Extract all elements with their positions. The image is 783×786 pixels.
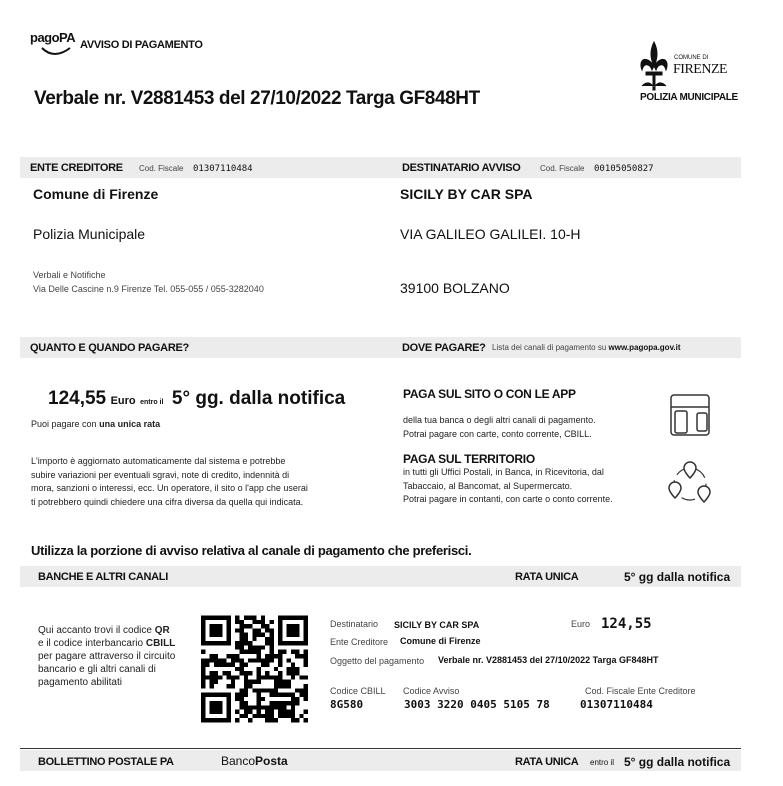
where-label: DOVE PAGARE? [402, 342, 486, 354]
where-list-label: Lista dei canali di pagamento su [492, 343, 607, 352]
local-title: PAGA SUL TERRITORIO [403, 452, 535, 466]
note-line: L'importo è aggiornato automaticamente dal sistema e potrebbe [31, 456, 286, 466]
bank-rata: RATA UNICA [515, 571, 579, 583]
postal-rata: RATA UNICA [515, 756, 579, 768]
fleur-de-lis-icon [636, 40, 672, 92]
online-line: della tua banca o degli altri canali di pagamento. [403, 415, 596, 425]
qr-line: e il codice interbancario CBILL [38, 638, 176, 649]
city-dept: POLIZIA MUNICIPALE [640, 92, 738, 103]
where-list-text [492, 343, 681, 352]
postal-label: BOLLETTINO POSTALE PA [38, 756, 174, 768]
note-line: ti potrebbero quindi chiedere una cifra diversa da quella qui indicata. [31, 496, 304, 507]
creditor-dept: Polizia Municipale [33, 226, 146, 242]
obj-value: Verbale nr. V2881453 del 27/10/2022 Targa GF848HT [438, 655, 659, 665]
pagopa-logo: pagoPA [30, 30, 76, 45]
cf-label: Cod. Fiscale Ente Creditore [585, 686, 696, 696]
recipient-name: SICILY BY CAR SPA [400, 186, 533, 202]
note-line: mora, sanzioni o interessi, ecc. Un operatore, il sito o l'app che userai [31, 483, 308, 493]
obj-label: Oggetto del pagamento [330, 656, 425, 666]
online-title: PAGA SUL SITO O CON LE APP [403, 387, 576, 401]
euro-label: Euro [571, 619, 591, 629]
bank-label: BANCHE E ALTRI CANALI [38, 571, 168, 583]
dest-value: SICILY BY CAR SPA [394, 620, 480, 630]
qr-code [201, 615, 308, 723]
recipient-label: DESTINATARIO AVVISO [402, 162, 521, 174]
bancoposta-logo: BancoPosta [221, 754, 288, 768]
bank-deadline: 5° gg dalla notifica [624, 570, 731, 584]
cf-value: 01307110484 [580, 698, 653, 711]
local-line: Tabaccaio, al Bancomat, al Supermercato. [403, 480, 573, 491]
creditor-label: ENTE CREDITORE [30, 162, 123, 174]
city-logo-name: FIRENZE [673, 62, 728, 77]
how-label: QUANTO E QUANDO PAGARE? [30, 342, 189, 354]
ente-label: Ente Creditore [330, 637, 389, 647]
bank-amount: 124,55 [601, 616, 652, 632]
local-text [403, 466, 613, 507]
notice-title: AVVISO DI PAGAMENTO [80, 39, 203, 51]
rate-text [31, 419, 160, 429]
cbill-label: Codice CBILL [330, 686, 386, 696]
online-line: Potrai pagare con carte, conto corrente, CBILL. [403, 428, 592, 439]
postal-within: entro il [590, 758, 615, 767]
ente-value: Comune di Firenze [400, 636, 481, 646]
qr-line: Qui accanto trovi il codice QR [38, 625, 170, 636]
note-line: subire variazioni per eventuali sgravi, note di credito, indennità di [31, 469, 290, 480]
local-line: Potrai pagare in contanti, con carte o conto corrente. [403, 494, 613, 504]
within-label: entro il [140, 399, 164, 406]
pagopa-site-link[interactable]: www.pagopa.gov.it [608, 343, 681, 352]
creditor-cf-label: Cod. Fiscale [139, 164, 184, 173]
city-logo-top: COMUNE DI [674, 55, 709, 61]
creditor-cf: 01307110484 [193, 164, 253, 174]
recipient-street: VIA GALILEO GALILEI. 10-H [400, 226, 581, 242]
dest-label: Destinatario [330, 619, 379, 629]
amount-line [48, 388, 345, 410]
rate-value: una unica rata [99, 419, 161, 429]
creditor-address: Via Delle Cascine n.9 Firenze Tel. 055-055 / 055-3282040 [33, 284, 264, 294]
cbill-value: 8G580 [330, 698, 364, 711]
qr-explanation [38, 624, 175, 689]
instruction-text: Utilizza la porzione di avviso relativa al canale di pagamento che preferisci. [31, 543, 472, 558]
amount-note [31, 455, 308, 509]
avviso-label: Codice Avviso [403, 686, 460, 696]
qr-line: pagamento abilitati [38, 677, 122, 688]
online-text [403, 414, 596, 441]
avviso-value: 3003 3220 0405 5105 78 [404, 698, 550, 711]
rate-prefix: Puoi pagare con [31, 419, 97, 429]
deadline: 5° gg. dalla notifica [171, 388, 346, 409]
creditor-office: Verbali e Notifiche [33, 270, 106, 280]
qr-line: bancario e gli altri canali di [38, 664, 156, 675]
local-line: in tutti gli Uffici Postali, in Banca, in Ricevitoria, dal [403, 467, 604, 477]
devices-icon [667, 393, 713, 437]
amount: 124,55 [48, 388, 107, 409]
recipient-cf-label: Cod. Fiscale [540, 164, 585, 173]
section-divider [20, 748, 741, 749]
pagopa-swoosh-icon [40, 46, 76, 60]
recipient-cf: 00105050827 [594, 164, 654, 174]
recipient-city: 39100 BOLZANO [400, 280, 510, 296]
location-pins-icon [667, 460, 713, 506]
qr-line: per pagare attraverso il circuito [38, 651, 176, 662]
creditor-name: Comune di Firenze [33, 186, 159, 202]
currency: Euro [110, 395, 136, 407]
postal-deadline: 5° gg dalla notifica [624, 755, 731, 769]
page-title: Verbale nr. V2881453 del 27/10/2022 Targa GF848HT [34, 88, 480, 109]
